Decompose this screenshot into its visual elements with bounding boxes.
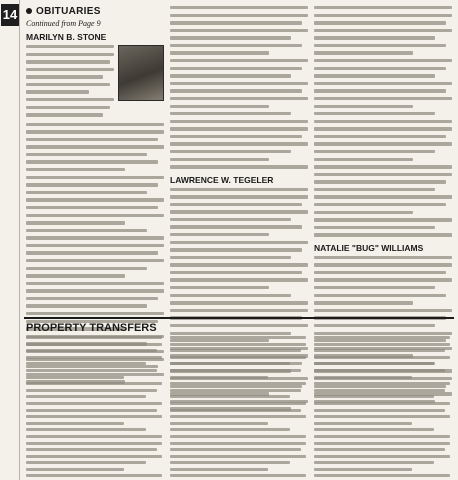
obituary-name-2: LAWRENCE W. TEGELER xyxy=(170,174,274,185)
transfers-column-3 xyxy=(314,336,450,480)
body-text-block xyxy=(26,45,114,117)
vertical-masthead xyxy=(3,34,17,234)
transfers-column-1 xyxy=(26,336,162,480)
transfers-text-block xyxy=(26,336,162,480)
body-text-block xyxy=(314,6,452,237)
continued-note: Continued from Page 9 xyxy=(26,19,101,28)
bullet-icon xyxy=(26,8,32,14)
portrait-photo xyxy=(118,45,164,101)
property-transfers-band xyxy=(24,317,454,338)
obituary-name-1: MARILYN B. STONE xyxy=(26,32,107,42)
section-heading-obituaries xyxy=(26,6,164,17)
section-label-text: OBITUARIES xyxy=(36,6,101,17)
body-text-block xyxy=(170,6,308,169)
masthead-strip xyxy=(0,0,20,480)
transfers-text-block xyxy=(314,336,450,480)
transfers-text-block xyxy=(170,336,306,480)
transfers-column-2 xyxy=(170,336,306,480)
page-number: 14 xyxy=(1,4,19,26)
section-heading-property-transfers: PROPERTY TRANSFERS xyxy=(26,322,157,334)
obituary-name-3: NATALIE "BUG" WILLIAMS xyxy=(314,242,424,253)
obituary-photo-block xyxy=(26,45,164,123)
